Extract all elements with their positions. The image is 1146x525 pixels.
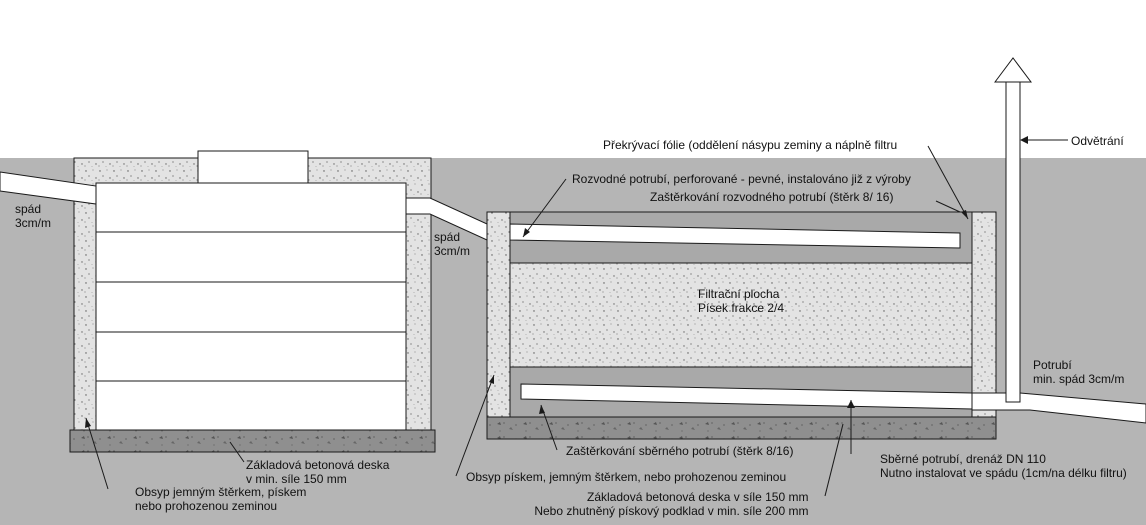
filter-sand-layer (510, 263, 972, 367)
slope-label-middle (434, 230, 470, 258)
filter-area-label-line2: Písek frakce 2/4 (698, 301, 785, 315)
slope-label-left (15, 202, 51, 230)
tank-slab-label (246, 458, 389, 486)
tank-foundation-slab (70, 430, 435, 452)
tank-backfill-label-line2: nebo prohozenou zeminou (135, 499, 278, 513)
filter-area-label-line1: Filtrační plocha (698, 287, 780, 301)
collection-gravel-label: Zaštěrkování sběrného potrubí (štěrk 8/16) (566, 444, 794, 458)
tank-backfill-label (135, 485, 306, 513)
tank-slab-label-line2: v min. síle 150 mm (246, 472, 347, 486)
filter-area-label (698, 287, 784, 315)
cover-foil-label: Překrývací fólie (oddělení násypu zeminy a náplně filtru (603, 138, 898, 152)
tank-body (96, 183, 406, 430)
distribution-pipe-label: Rozvodné potrubí, perforované - pevné, instalováno již z výroby (572, 172, 911, 186)
distribution-gravel-label: Zaštěrkování rozvodného potrubí (štěrk 8/ 16) (650, 190, 894, 204)
tank-slab-label-line1: Základová betonová deska (246, 458, 390, 472)
slope-label-left-line1: spád (15, 202, 42, 216)
collection-pipe-label-line1: Sběrné potrubí, drenáž DN 110 (880, 452, 1046, 466)
vent-cap (995, 58, 1031, 82)
tank-backfill-label-line1: Obsyp jemným štěrkem, pískem (135, 485, 307, 499)
filter-foundation-slab (487, 417, 996, 439)
vent-pipe (1006, 82, 1020, 402)
filter-backfill-label: Obsyp pískem, jemným štěrkem, nebo prohozenou zeminou (466, 470, 787, 484)
outlet-pipe-label-line2: min. spád 3cm/m (1033, 372, 1125, 386)
collection-pipe-label-line2: Nutno instalovat ve spádu (1cm/na délku filtru) (880, 466, 1127, 480)
slope-label-left-line2: 3cm/m (15, 216, 51, 230)
vent-label: Odvětrání (1071, 134, 1124, 148)
filter-slab-label-line2: Nebo zhutněný pískový podklad v min. síle 200 mm (534, 504, 809, 518)
collection-pipe-label (880, 452, 1127, 480)
outlet-pipe-label (1033, 358, 1124, 386)
filter-slab-label-line1: Základová betonová deska v síle 150 mm (587, 490, 809, 504)
outlet-pipe-label-line1: Potrubí (1033, 358, 1072, 372)
slope-label-middle-line1: spád (434, 230, 461, 244)
filter-slab-label (530, 490, 808, 518)
tank-access-shaft (198, 151, 308, 183)
slope-label-middle-line2: 3cm/m (434, 244, 470, 258)
